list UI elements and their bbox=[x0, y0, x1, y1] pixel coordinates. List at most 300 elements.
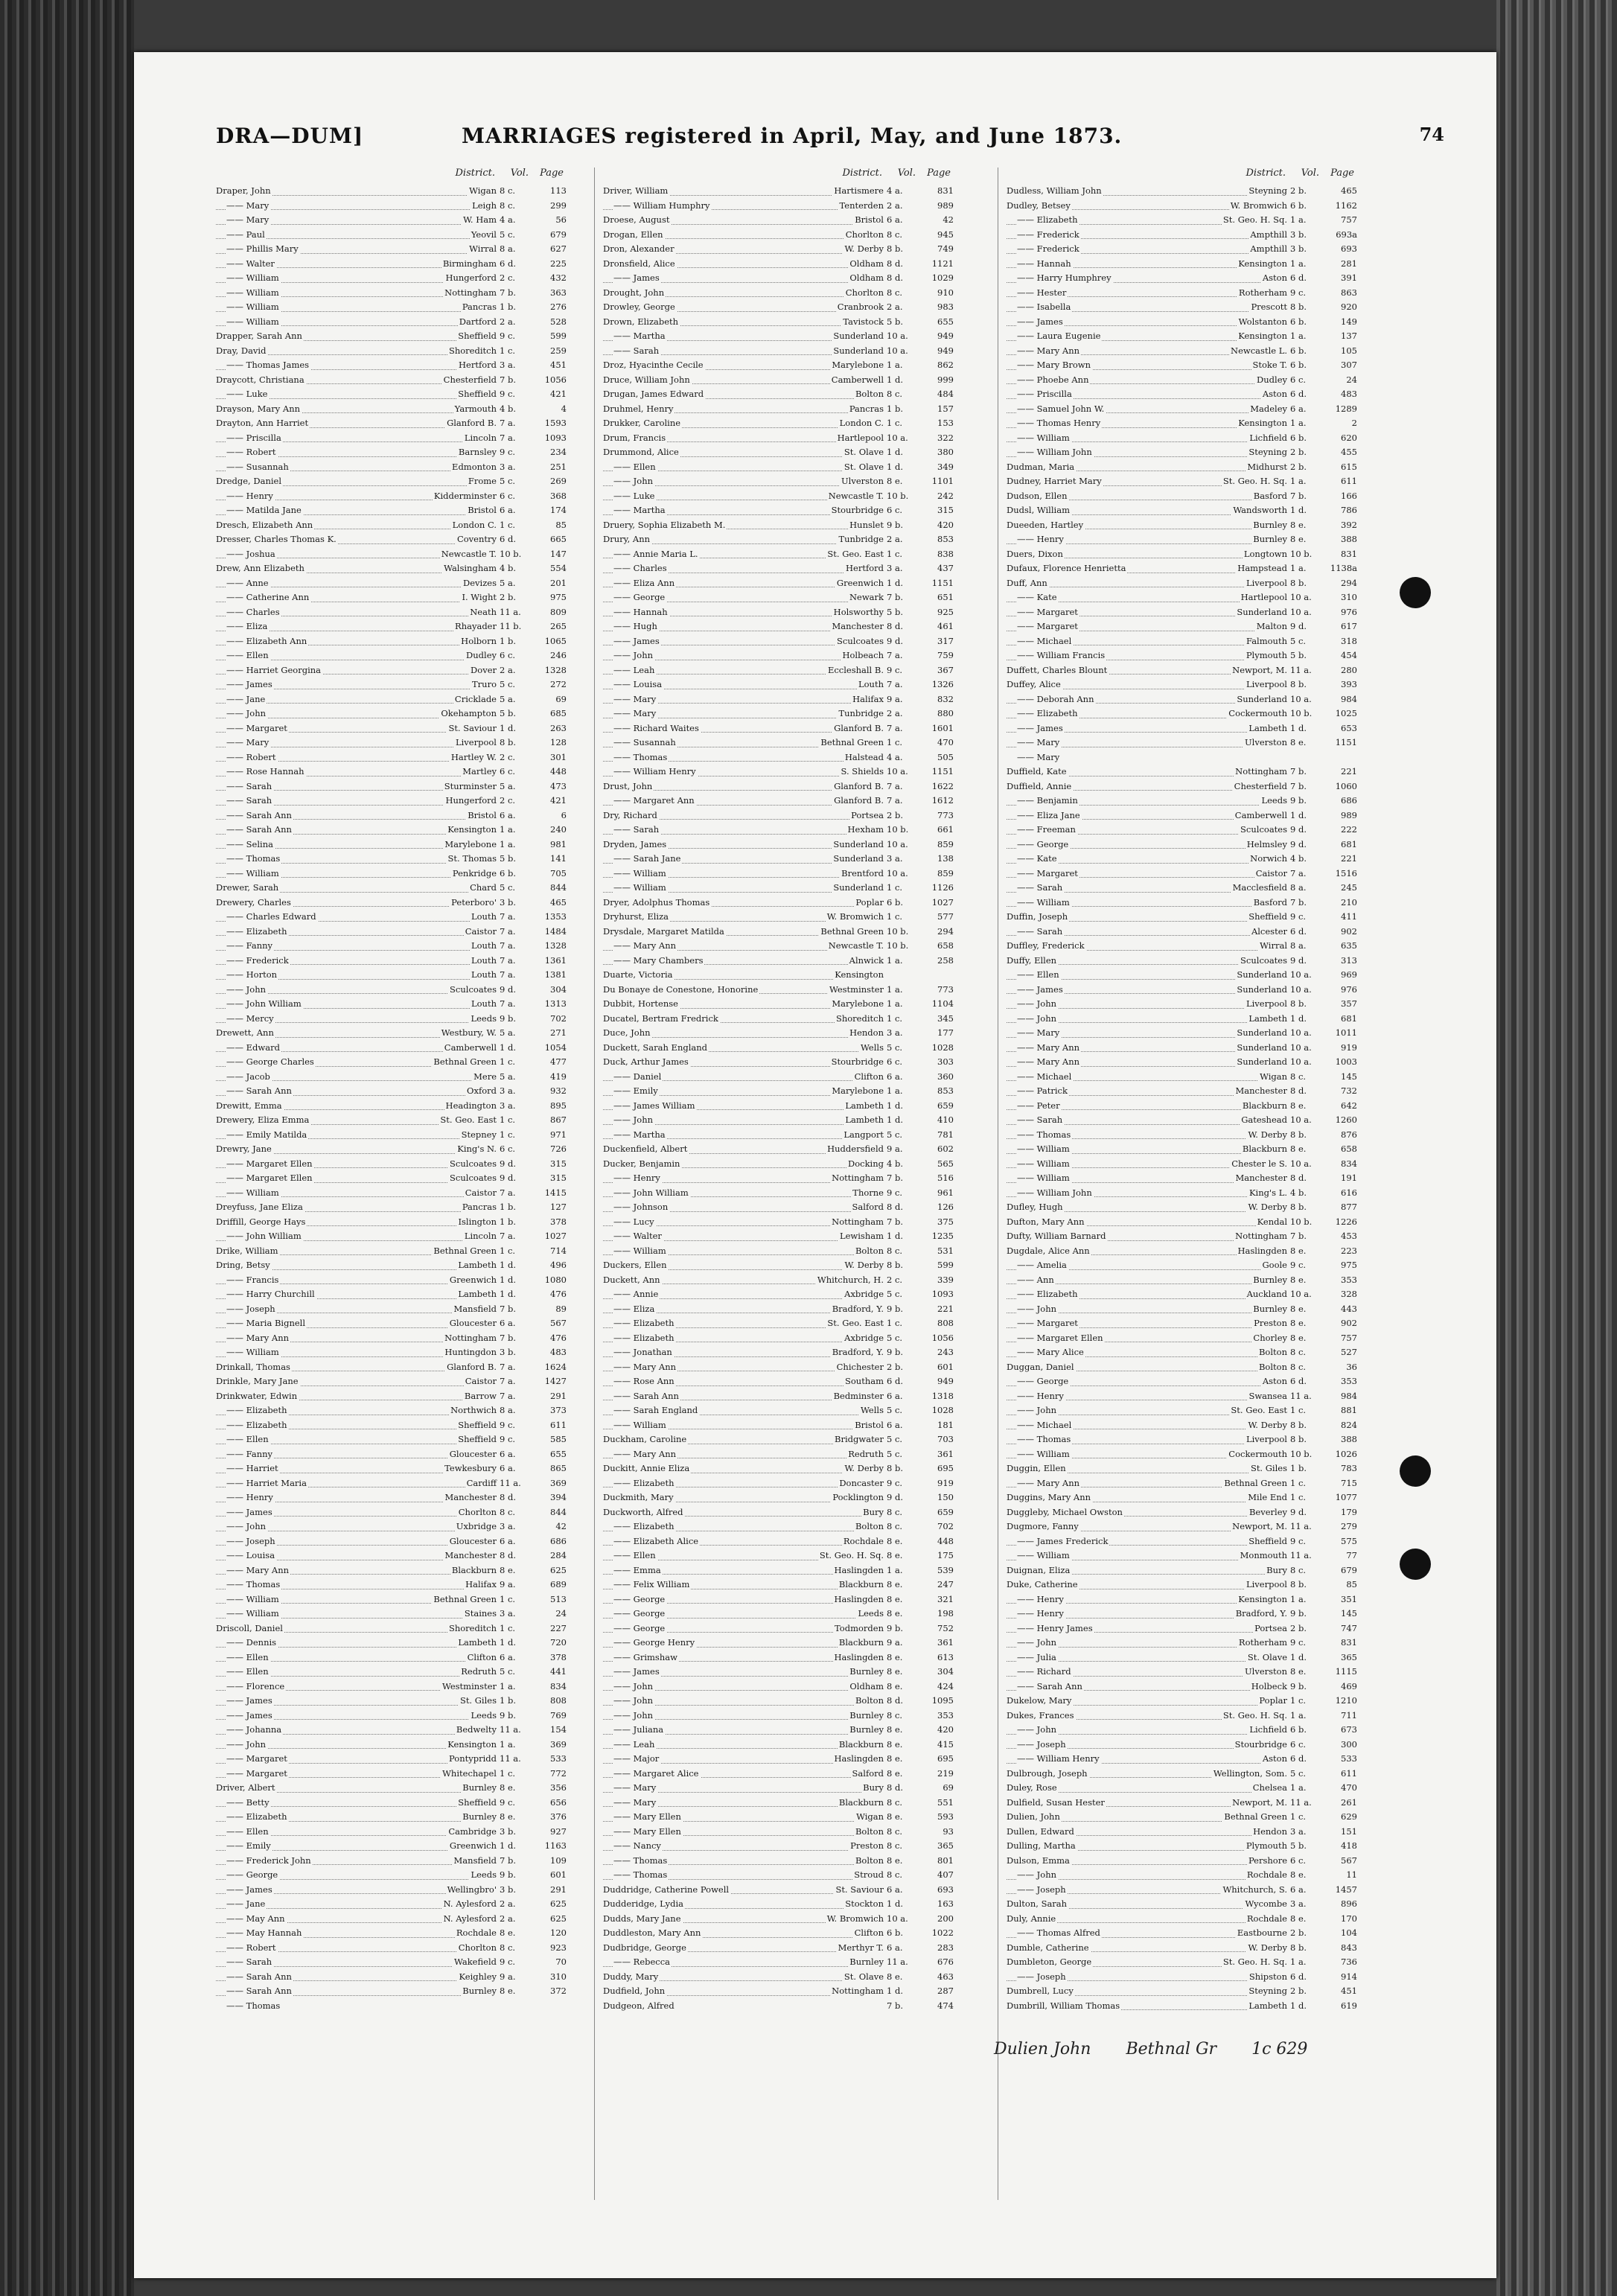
entry-name: —— Henry bbox=[1017, 1607, 1065, 1621]
index-entry bbox=[603, 968, 957, 983]
entry-name: —— Priscilla bbox=[226, 431, 283, 446]
entry-name: —— Thomas bbox=[613, 1868, 669, 1883]
entry-volume: 8 c. bbox=[1290, 1361, 1307, 1372]
index-entry bbox=[216, 1331, 570, 1346]
entry-page: 365 bbox=[1341, 1651, 1357, 1662]
entry-volume: 1 a. bbox=[1290, 258, 1307, 269]
index-entry bbox=[603, 1767, 957, 1782]
entry-district: Glanford B. bbox=[445, 1360, 498, 1375]
entry-district: Chorlton bbox=[844, 286, 885, 301]
entry-volume: 9 c. bbox=[500, 1434, 516, 1444]
entry-name: —— Sarah bbox=[613, 344, 660, 359]
entry-page: 1427 bbox=[544, 1376, 567, 1386]
entry-page: 975 bbox=[1341, 1260, 1357, 1270]
entry-district: Wellington, Som. bbox=[1212, 1767, 1289, 1782]
entry-name: —— Patrick bbox=[1017, 1084, 1069, 1099]
entry-district: Chesterfield bbox=[442, 373, 498, 388]
entry-volume: 6 b. bbox=[1290, 345, 1307, 356]
entry-page: 2 bbox=[1351, 418, 1357, 428]
entry-volume: 8 e. bbox=[1290, 1869, 1307, 1880]
entry-district: Bethnal Green bbox=[432, 1055, 498, 1070]
index-entry bbox=[216, 1694, 570, 1709]
entry-name: —— Mary Alice bbox=[1017, 1345, 1085, 1360]
entry-name: —— James bbox=[613, 271, 661, 286]
entry-district: Beverley bbox=[1248, 1505, 1289, 1520]
entry-name: —— Frederick bbox=[226, 954, 290, 969]
index-entry bbox=[603, 896, 957, 911]
entry-district: Bury bbox=[1265, 1563, 1289, 1578]
entry-district: S. Shields bbox=[840, 765, 886, 779]
entry-name: —— Benjamin bbox=[1017, 794, 1079, 809]
entry-volume: 8 d. bbox=[500, 1550, 516, 1560]
entry-name: —— Fanny bbox=[226, 939, 274, 954]
entry-volume: 2 a. bbox=[887, 708, 903, 718]
entry-district: Lambeth bbox=[456, 1287, 498, 1302]
index-entry bbox=[603, 1157, 957, 1172]
entry-volume: 11 a. bbox=[500, 1724, 521, 1735]
entry-district: Holbeck bbox=[1250, 1680, 1289, 1694]
index-entry bbox=[1007, 1519, 1360, 1534]
entry-name: —— Margaret bbox=[1017, 605, 1079, 620]
entry-district: Nottingham bbox=[830, 1171, 885, 1186]
index-entry bbox=[1007, 213, 1360, 228]
index-entry bbox=[216, 1984, 570, 1999]
entry-page: 1612 bbox=[931, 795, 954, 806]
entry-district: St. Thomas bbox=[447, 852, 498, 867]
index-entry bbox=[1007, 228, 1360, 243]
entry-district: Halifax bbox=[464, 1578, 498, 1592]
entry-district: Lambeth bbox=[843, 1099, 885, 1114]
entry-page: 394 bbox=[550, 1492, 567, 1502]
index-entry bbox=[1007, 925, 1360, 940]
index-entry bbox=[216, 939, 570, 954]
index-entry bbox=[216, 1041, 570, 1056]
entry-name: Duce, John bbox=[603, 1026, 652, 1041]
entry-name: —— Mary Ann bbox=[1017, 1041, 1081, 1056]
entry-name: —— Thomas Alfred bbox=[1017, 1926, 1102, 1941]
entry-volume: 5 a. bbox=[500, 693, 516, 704]
index-entry bbox=[603, 1258, 957, 1273]
entry-list bbox=[216, 184, 570, 2013]
entry-page: 865 bbox=[550, 1463, 567, 1473]
entry-page: 1381 bbox=[544, 969, 567, 980]
entry-district: Hexham bbox=[846, 823, 886, 838]
index-entry bbox=[603, 634, 957, 649]
entry-name: —— Grimshaw bbox=[613, 1651, 679, 1665]
entry-volume: 10 a. bbox=[887, 345, 908, 356]
entry-page: 321 bbox=[937, 1593, 954, 1604]
index-entry bbox=[216, 1912, 570, 1927]
entry-name: —— Mary bbox=[226, 199, 270, 214]
entry-page: 711 bbox=[1341, 1709, 1357, 1721]
entry-name: Duckham, Caroline bbox=[603, 1432, 688, 1447]
entry-name: —— John bbox=[226, 983, 267, 998]
entry-name: —— John bbox=[613, 648, 654, 663]
entry-district: Auckland bbox=[1246, 1287, 1289, 1302]
entry-volume: 10 a. bbox=[887, 867, 908, 878]
index-entry bbox=[603, 954, 957, 969]
index-entry bbox=[1007, 1186, 1360, 1201]
entry-district: Thorne bbox=[851, 1186, 885, 1201]
entry-district: Leeds bbox=[1260, 794, 1289, 809]
entry-district: Kensington bbox=[446, 823, 498, 838]
index-entry bbox=[603, 213, 957, 228]
entry-name: —— May Ann bbox=[226, 1912, 287, 1927]
entry-volume: 8 e. bbox=[1290, 1274, 1307, 1285]
entry-page: 1026 bbox=[1335, 1448, 1357, 1459]
entry-volume: 7 a. bbox=[500, 940, 516, 951]
index-entry bbox=[1007, 1157, 1360, 1172]
entry-district: Kensington bbox=[1237, 416, 1289, 431]
entry-district: Manchester bbox=[830, 619, 885, 634]
entry-volume: 9 c. bbox=[500, 1957, 516, 1967]
entry-district: Tavistock bbox=[841, 315, 885, 330]
index-entry bbox=[216, 1810, 570, 1825]
entry-page: 1121 bbox=[931, 258, 954, 269]
entry-name: —— William bbox=[1017, 1549, 1071, 1563]
entry-name: Duddleston, Mary Ann bbox=[603, 1926, 702, 1941]
entry-page: 322 bbox=[937, 432, 954, 443]
index-entry bbox=[1007, 1113, 1360, 1128]
index-entry bbox=[216, 518, 570, 533]
entry-volume: 8 c. bbox=[500, 200, 516, 211]
entry-district: Sunderland bbox=[1235, 692, 1289, 707]
entry-volume: 8 e. bbox=[887, 476, 903, 486]
entry-district: Ulverston bbox=[840, 474, 885, 489]
index-entry bbox=[1007, 881, 1360, 896]
entry-name: Ducker, Benjamin bbox=[603, 1157, 681, 1172]
entry-page: 181 bbox=[937, 1419, 954, 1430]
entry-district: Sculcoates bbox=[835, 634, 885, 649]
entry-volume: 4 b. bbox=[500, 563, 516, 573]
entry-page: 42 bbox=[555, 1521, 567, 1531]
index-entry bbox=[216, 896, 570, 911]
column-headings bbox=[603, 168, 957, 184]
entry-page: 451 bbox=[550, 360, 567, 370]
entry-district: Glanford B. bbox=[832, 721, 885, 736]
index-entry bbox=[1007, 1796, 1360, 1811]
index-entry bbox=[1007, 518, 1360, 533]
entry-district: Lambeth bbox=[1247, 1012, 1289, 1027]
entry-district: Bolton bbox=[854, 1825, 885, 1840]
entry-volume: 1 d. bbox=[887, 447, 903, 457]
entry-name: —— Charles Edward bbox=[226, 910, 318, 925]
entry-district: Marylebone bbox=[830, 997, 885, 1012]
entry-volume: 9 c. bbox=[1290, 911, 1307, 922]
entry-district: Liverpool bbox=[1245, 576, 1289, 591]
entry-page: 6 bbox=[561, 809, 567, 820]
entry-volume: 8 d. bbox=[1290, 1173, 1307, 1183]
index-entry bbox=[1007, 576, 1360, 591]
entry-name: Drugan, James Edward bbox=[603, 387, 705, 402]
entry-district: Manchester bbox=[1234, 1084, 1289, 1099]
entry-volume: 1 c. bbox=[500, 1245, 516, 1256]
entry-page: 876 bbox=[1341, 1129, 1357, 1140]
scan-edge-right bbox=[1496, 0, 1617, 2296]
entry-name: —— Sarah bbox=[226, 779, 273, 794]
entry-volume: 6 b. bbox=[1290, 360, 1307, 370]
index-entry bbox=[1007, 750, 1360, 765]
entry-district: Hungerford bbox=[444, 794, 498, 809]
entry-name: —— Sarah Ann bbox=[226, 1970, 293, 1985]
entry-district: Bradford, Y. bbox=[831, 1345, 885, 1360]
entry-name: —— Annie bbox=[613, 1287, 660, 1302]
entry-name: —— Fanny bbox=[226, 1447, 274, 1462]
index-entry bbox=[216, 199, 570, 214]
entry-volume: 2 a. bbox=[887, 534, 903, 544]
entry-district: Chard bbox=[468, 881, 498, 896]
entry-page: 240 bbox=[550, 824, 567, 835]
entry-name: —— Eliza Jane bbox=[1017, 809, 1082, 823]
index-entry bbox=[1007, 1883, 1360, 1898]
index-entry bbox=[216, 634, 570, 649]
entry-name: —— Elizabeth bbox=[613, 1316, 676, 1331]
entry-page: 705 bbox=[550, 867, 567, 878]
entry-name: —— Leah bbox=[613, 663, 656, 678]
entry-page: 284 bbox=[550, 1550, 567, 1560]
entry-page: 234 bbox=[550, 447, 567, 457]
entry-volume: 1 d. bbox=[1290, 1013, 1307, 1024]
entry-page: 443 bbox=[1341, 1303, 1357, 1314]
entry-district: Doncaster bbox=[838, 1476, 885, 1491]
entry-page: 773 bbox=[937, 809, 954, 820]
index-entry bbox=[1007, 721, 1360, 736]
entry-district: Rochdale bbox=[455, 1926, 498, 1941]
entry-name: —— Elizabeth bbox=[1017, 1287, 1079, 1302]
index-entry bbox=[1007, 1128, 1360, 1143]
index-entry bbox=[603, 1709, 957, 1723]
index-entry bbox=[1007, 1636, 1360, 1651]
entry-volume: 1 d. bbox=[887, 1986, 903, 1996]
entry-page: 353 bbox=[1341, 1274, 1357, 1285]
index-entry bbox=[603, 838, 957, 852]
entry-name: —— Julia bbox=[1017, 1651, 1058, 1665]
entry-volume: 6 d. bbox=[1290, 389, 1307, 399]
entry-volume: 5 c. bbox=[500, 882, 516, 893]
entry-name: —— Hugh bbox=[613, 619, 659, 634]
entry-volume: 9 b. bbox=[887, 1347, 903, 1357]
entry-volume: 8 e. bbox=[887, 1724, 903, 1735]
entry-volume: 8 d. bbox=[1290, 1085, 1307, 1096]
entry-name: —— William bbox=[226, 1345, 281, 1360]
entry-district: Huntingdon bbox=[443, 1345, 498, 1360]
entry-volume: 1 d. bbox=[1290, 2000, 1307, 2011]
entry-page: 602 bbox=[937, 1144, 954, 1154]
entry-page: 862 bbox=[937, 360, 954, 370]
entry-page: 469 bbox=[1341, 1680, 1357, 1691]
entry-volume: 8 e. bbox=[1290, 1100, 1307, 1111]
entry-page: 483 bbox=[1341, 389, 1357, 399]
entry-district: Birmingham bbox=[441, 257, 498, 272]
entry-volume: 3 a. bbox=[500, 1100, 516, 1111]
entry-volume: 1 d. bbox=[887, 1114, 903, 1125]
entry-volume: 6 c. bbox=[500, 490, 516, 501]
entry-district: Shoreditch bbox=[447, 1621, 498, 1636]
entry-page: 1056 bbox=[544, 374, 567, 385]
index-entry bbox=[216, 576, 570, 591]
entry-district: Lambeth bbox=[1247, 721, 1289, 736]
entry-page: 681 bbox=[1341, 838, 1357, 849]
entry-page: 258 bbox=[937, 954, 954, 966]
entry-page: 783 bbox=[1341, 1463, 1357, 1473]
index-entry bbox=[603, 489, 957, 504]
entry-name: Duddy, Mary bbox=[603, 1970, 660, 1985]
entry-page: 378 bbox=[550, 1216, 567, 1227]
entry-page: 421 bbox=[550, 389, 567, 399]
entry-volume: 1 d. bbox=[887, 1100, 903, 1111]
entry-volume: 8 c. bbox=[500, 1506, 516, 1517]
entry-district: Burnley bbox=[1251, 518, 1289, 533]
entry-page: 843 bbox=[1341, 1942, 1357, 1953]
entry-page: 981 bbox=[550, 838, 567, 849]
entry-volume: 7 a. bbox=[500, 969, 516, 980]
index-entry bbox=[216, 1432, 570, 1447]
entry-district: Uxbridge bbox=[455, 1519, 498, 1534]
entry-page: 201 bbox=[550, 577, 567, 588]
entry-volume: 8 c. bbox=[1290, 1071, 1307, 1082]
entry-volume: 7 b. bbox=[887, 1216, 903, 1227]
entry-name: —— Mary Ann bbox=[613, 1447, 677, 1462]
entry-name: —— John William bbox=[226, 1229, 303, 1244]
column-divider bbox=[594, 168, 595, 2200]
entry-name: Druery, Sophia Elizabeth M. bbox=[603, 518, 727, 533]
entry-volume: 7 b. bbox=[887, 1173, 903, 1183]
entry-page: 773 bbox=[937, 983, 954, 995]
entry-page: 732 bbox=[1341, 1085, 1357, 1096]
entry-page: 1163 bbox=[544, 1840, 567, 1851]
entry-district: Edmonton bbox=[450, 460, 498, 475]
entry-volume: 10 a. bbox=[1290, 693, 1312, 704]
entry-volume: 8 b. bbox=[1290, 577, 1307, 588]
entry-name: —— Emma bbox=[613, 1563, 663, 1578]
entry-page: 611 bbox=[1341, 476, 1357, 486]
entry-name: Dryden, James bbox=[603, 838, 668, 852]
entry-volume: 8 c. bbox=[887, 1709, 903, 1721]
entry-volume: 6 c. bbox=[1290, 1855, 1307, 1866]
entry-page: 844 bbox=[550, 1506, 567, 1517]
entry-page: 726 bbox=[550, 1144, 567, 1154]
entry-page: 880 bbox=[937, 708, 954, 718]
entry-volume: 6 a. bbox=[887, 214, 903, 225]
index-entry bbox=[216, 1621, 570, 1636]
entry-name: —— James bbox=[226, 1883, 274, 1898]
entry-page: 976 bbox=[1341, 606, 1357, 617]
entry-page: 328 bbox=[1341, 1289, 1357, 1299]
entry-page: 369 bbox=[550, 1477, 567, 1488]
index-entry bbox=[1007, 1665, 1360, 1680]
entry-page: 679 bbox=[1341, 1564, 1357, 1575]
entry-district: I. Wight bbox=[460, 590, 498, 605]
entry-name: Duffy, Ellen bbox=[1007, 954, 1058, 969]
entry-district: Louth bbox=[857, 677, 885, 692]
entry-district: Louth bbox=[470, 997, 498, 1012]
entry-page: 757 bbox=[1341, 1332, 1357, 1343]
entry-name: —— Ellen bbox=[1017, 968, 1061, 983]
entry-name: —— Margaret bbox=[1017, 867, 1079, 881]
entry-page: 749 bbox=[937, 243, 954, 254]
entry-name: —— George bbox=[1017, 1374, 1070, 1389]
entry-district: Swansea bbox=[1247, 1389, 1289, 1404]
entry-volume: 11 a. bbox=[500, 606, 521, 617]
entry-district: Burnley bbox=[461, 1810, 498, 1825]
index-entry bbox=[1007, 402, 1360, 417]
entry-district: Dover bbox=[469, 663, 498, 678]
entry-page: 655 bbox=[550, 1448, 567, 1459]
entry-district: Burnley bbox=[1251, 532, 1289, 547]
entry-page: 317 bbox=[937, 635, 954, 646]
entry-volume: 1 d. bbox=[887, 1898, 903, 1909]
index-entry bbox=[603, 1868, 957, 1883]
entry-district: Salford bbox=[851, 1767, 885, 1782]
index-entry bbox=[216, 605, 570, 620]
entry-page: 227 bbox=[550, 1622, 567, 1633]
entry-name: Dulien, John bbox=[1007, 1810, 1062, 1825]
entry-district: Halstead bbox=[843, 750, 885, 765]
entry-page: 601 bbox=[550, 1869, 567, 1880]
index-entry bbox=[603, 402, 957, 417]
index-entry bbox=[1007, 1447, 1360, 1462]
index-entry bbox=[216, 431, 570, 446]
entry-volume: 8 e. bbox=[1290, 534, 1307, 544]
entry-district: Gloucester bbox=[448, 1447, 498, 1462]
entry-name: —— Mary bbox=[226, 736, 270, 750]
entry-name: —— William bbox=[613, 1244, 668, 1259]
entry-name: —— Sarah Ann bbox=[1017, 1680, 1084, 1694]
entry-page: 714 bbox=[550, 1245, 567, 1256]
entry-page: 283 bbox=[937, 1942, 954, 1953]
entry-page: 656 bbox=[550, 1796, 567, 1808]
vol-heading: Vol. bbox=[897, 168, 916, 179]
entry-district: Yeovil bbox=[470, 228, 498, 243]
entry-volume: 7 b. bbox=[1290, 896, 1307, 908]
entry-name: —— Charles bbox=[226, 605, 281, 620]
entry-name: —— Luke bbox=[226, 387, 269, 402]
entry-page: 575 bbox=[1341, 1535, 1357, 1546]
entry-name: —— John bbox=[1017, 1302, 1058, 1317]
entry-page: 432 bbox=[550, 272, 567, 283]
index-entry bbox=[603, 1999, 957, 2014]
index-entry bbox=[216, 1229, 570, 1244]
index-entry bbox=[603, 460, 957, 475]
entry-name: Drewett, Ann bbox=[216, 1026, 275, 1041]
entry-district: Sheffield bbox=[1247, 1534, 1289, 1549]
entry-name: Dudsl, William bbox=[1007, 503, 1071, 518]
index-entry bbox=[603, 1128, 957, 1143]
entry-page: 261 bbox=[1341, 1796, 1357, 1808]
entry-name: —— Freeman bbox=[1017, 823, 1077, 838]
entry-district: Oldham bbox=[848, 257, 885, 272]
entry-volume: 1 c. bbox=[500, 345, 516, 356]
index-entry bbox=[603, 1519, 957, 1534]
entry-page: 1415 bbox=[544, 1187, 567, 1198]
index-entry bbox=[603, 1316, 957, 1331]
entry-page: 4 bbox=[561, 403, 567, 414]
entry-volume: 7 a. bbox=[887, 780, 903, 791]
entry-name: Drike, William bbox=[216, 1244, 280, 1259]
index-entry bbox=[603, 910, 957, 925]
entry-district: Midhurst bbox=[1246, 460, 1289, 475]
index-entry bbox=[1007, 1316, 1360, 1331]
index-entry bbox=[603, 431, 957, 446]
entry-district: Greenwich bbox=[448, 1273, 498, 1288]
entry-volume: 2 b. bbox=[500, 592, 516, 602]
entry-volume: 8 c. bbox=[887, 389, 903, 399]
index-entry bbox=[1007, 1723, 1360, 1738]
entry-page: 720 bbox=[550, 1637, 567, 1648]
entry-volume: 10 a. bbox=[1290, 1027, 1312, 1038]
entry-name: —— Sarah bbox=[1017, 1113, 1064, 1128]
entry-district: Sheffield bbox=[456, 1432, 498, 1447]
